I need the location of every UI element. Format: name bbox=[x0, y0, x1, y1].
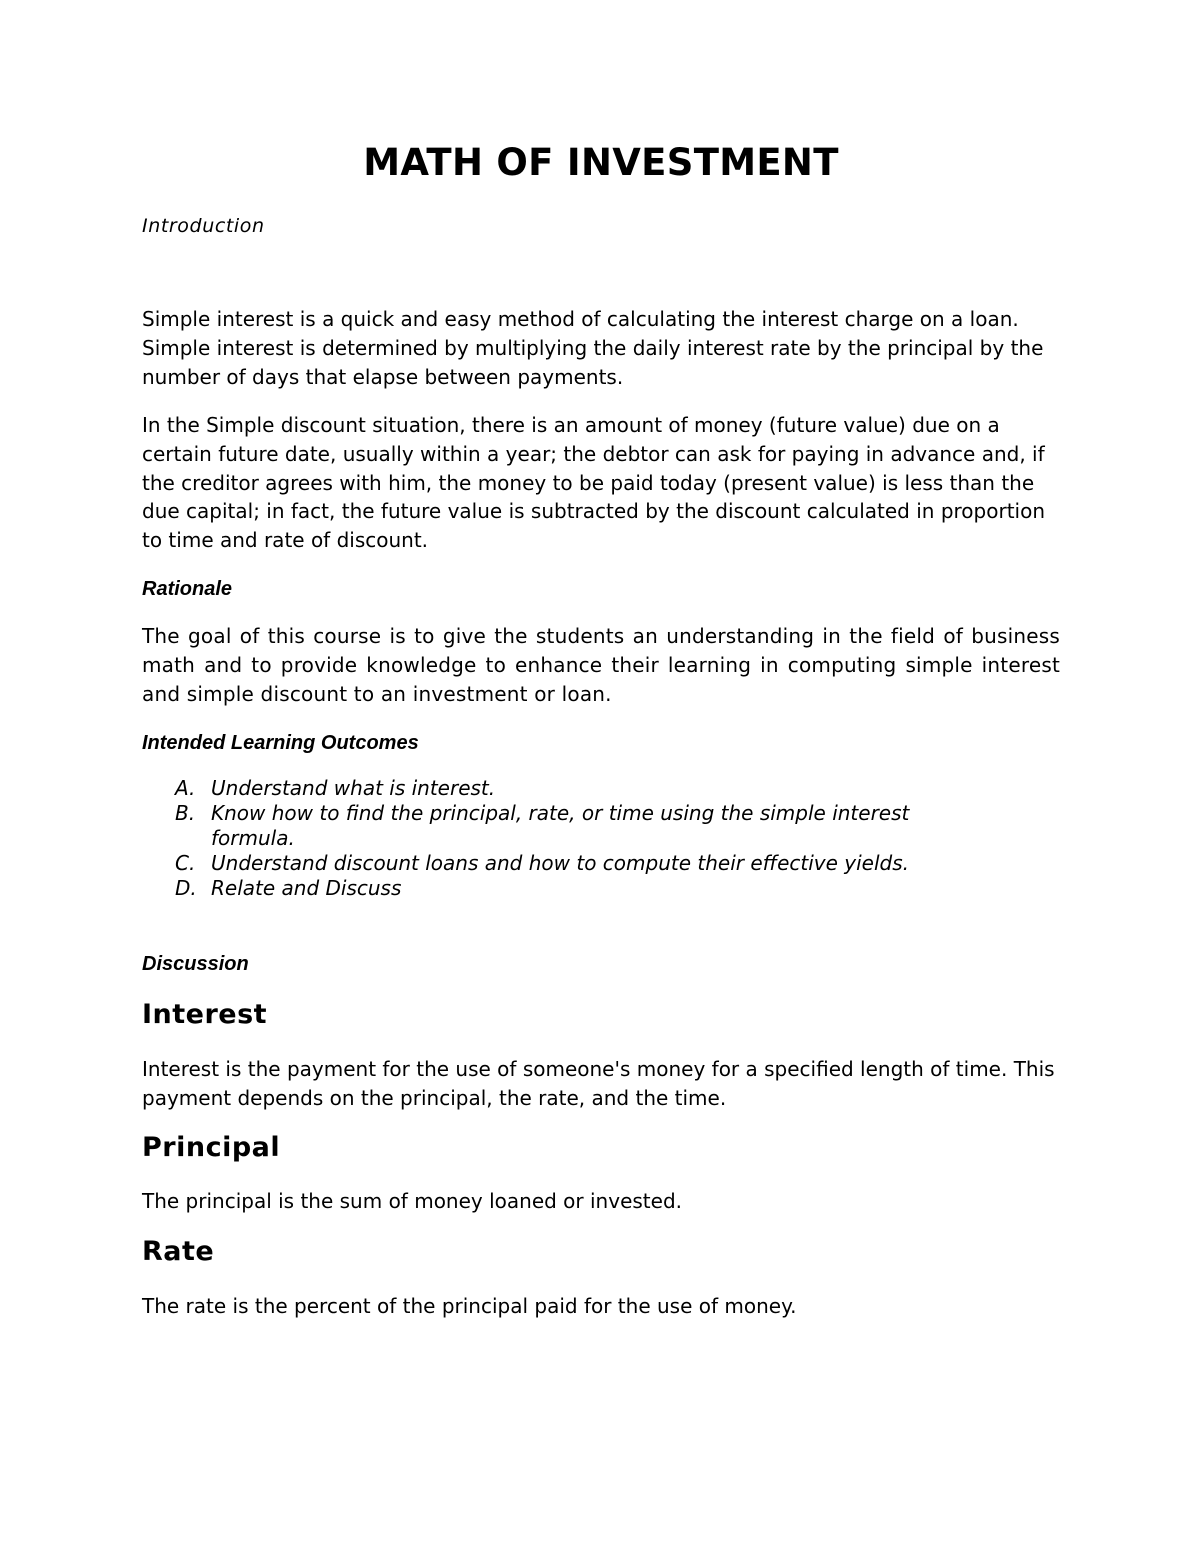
outcome-marker: B. bbox=[175, 801, 196, 825]
section-text-interest: Interest is the payment for the use of someone's money for a specified length of time. This payment depends on the principal, the rate, and the time. bbox=[142, 1057, 1055, 1110]
outcome-text: Understand discount loans and how to compute their effective yields. bbox=[211, 851, 909, 875]
section-text-rate: The rate is the percent of the principal paid for the use of money. bbox=[142, 1294, 797, 1318]
outcome-marker: D. bbox=[175, 876, 197, 900]
section-heading-interest: Interest bbox=[142, 999, 268, 1030]
outcome-item-d bbox=[142, 876, 1060, 901]
introduction-label: Introduction bbox=[142, 215, 265, 237]
section-heading-rate: Rate bbox=[142, 1236, 215, 1267]
outcome-item-b bbox=[142, 801, 1060, 851]
outcome-item-c bbox=[142, 851, 1060, 876]
rationale-paragraph: The goal of this course is to give the students an understanding in the field of business math and to provide knowledge to enhance their learning in computing simple interest and simple discount to an investment or loan. bbox=[142, 624, 1060, 706]
section-heading-principal: Principal bbox=[142, 1132, 281, 1163]
outcomes-label: Intended Learning Outcomes bbox=[142, 732, 419, 754]
document-page bbox=[142, 0, 1060, 1553]
outcome-marker: C. bbox=[175, 851, 196, 875]
outcome-text: Know how to find the principal, rate, or time using the simple interest formula. bbox=[211, 801, 910, 850]
outcomes-list bbox=[142, 776, 1060, 901]
intro-paragraph-2: In the Simple discount situation, there is an amount of money (future value) due on a certain future date, usually within a year; the debtor can ask for paying in advance and, if the creditor agrees with him, the money to be paid today (present value) is less than the due capital; in fact, the future value is subtracted by the discount calculated in proportion to time and rate of discount. bbox=[142, 413, 1045, 553]
outcome-marker: A. bbox=[175, 776, 196, 800]
rationale-label: Rationale bbox=[142, 578, 233, 600]
outcome-text: Understand what is interest. bbox=[211, 776, 496, 800]
section-text-principal: The principal is the sum of money loaned or invested. bbox=[142, 1189, 682, 1213]
document-title: MATH OF INVESTMENT bbox=[363, 141, 839, 184]
intro-paragraph-1: Simple interest is a quick and easy method of calculating the interest charge on a loan. Simple interest is determined by multiplying the daily interest rate by the principal by the number of days that elapse between payments. bbox=[142, 307, 1044, 389]
discussion-label: Discussion bbox=[142, 953, 249, 975]
outcome-text: Relate and Discuss bbox=[211, 876, 402, 900]
outcome-item-a bbox=[142, 776, 1060, 801]
